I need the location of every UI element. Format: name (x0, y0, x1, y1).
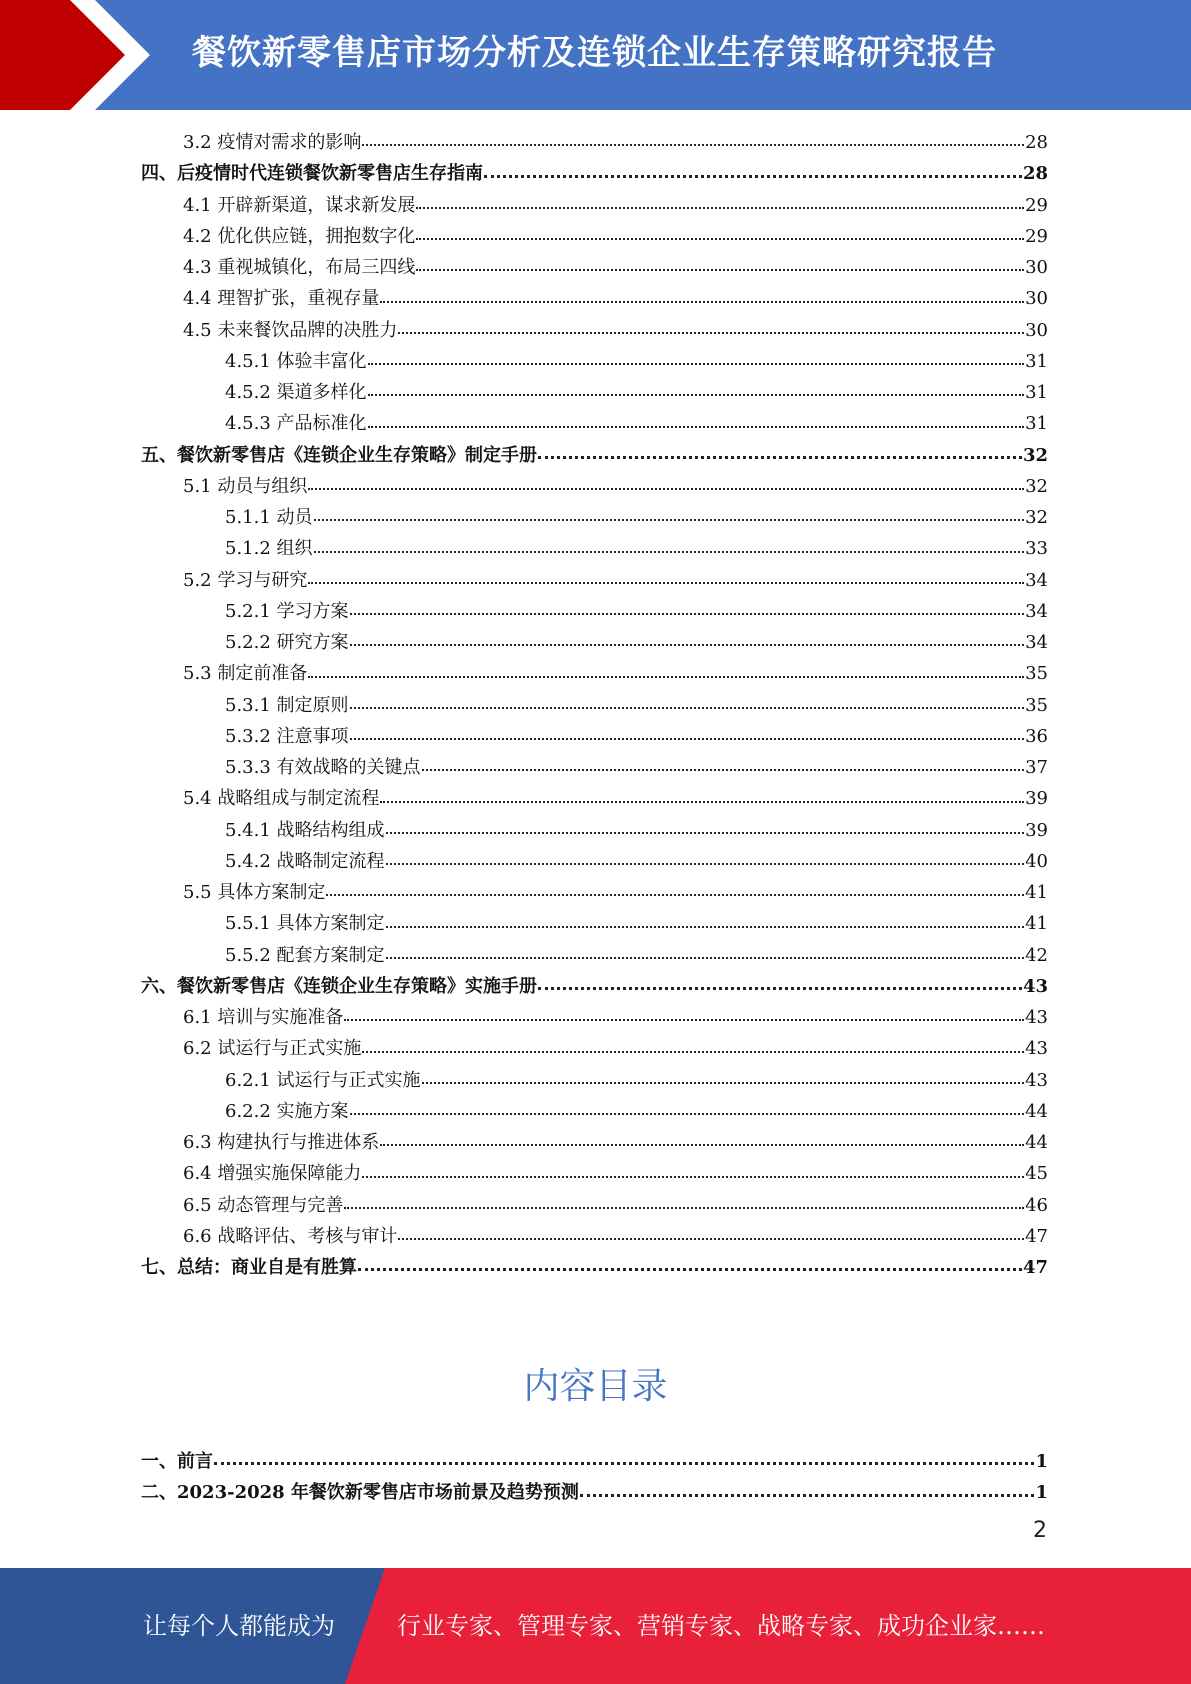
toc-entry[interactable] (141, 877, 1048, 908)
toc-dot-leader (350, 707, 1025, 709)
toc-dot-leader (422, 1082, 1025, 1084)
toc-entry[interactable] (141, 221, 1048, 252)
toc-entry-page: 43 (1025, 1007, 1048, 1028)
toc-entry-title: 6.6 战略评估、考核与审计 (183, 1225, 398, 1247)
toc-dot-leader (484, 175, 1022, 178)
toc-dot-leader (344, 1207, 1024, 1209)
toc-contents (141, 1446, 1048, 1509)
toc-entry-title: 5.5.2 配套方案制定 (225, 944, 385, 966)
toc-entry[interactable] (141, 565, 1048, 596)
footer-slogan-left: 让每个人都能成为 (143, 1612, 335, 1640)
toc-continued (141, 127, 1048, 1283)
toc-entry-page: 34 (1025, 632, 1048, 653)
page-number: 2 (1033, 1518, 1047, 1543)
toc-entry[interactable] (141, 627, 1048, 658)
toc-entry-page: 34 (1025, 600, 1048, 622)
toc-dot-leader (398, 332, 1024, 334)
toc-entry-title: 5.1.2 组织 (225, 538, 313, 560)
toc-entry-title: 6.1 培训与实施准备 (183, 1007, 344, 1028)
toc-entry-page: 28 (1022, 163, 1048, 185)
toc-entry-title: 4.3 重视城镇化，布局三四线 (183, 257, 416, 278)
toc-entry-page: 43 (1025, 1038, 1048, 1060)
toc-entry-title: 4.5.2 渠道多样化 (225, 382, 367, 403)
toc-entry-title: 四、后疫情时代连锁餐饮新零售店生存指南 (141, 163, 483, 185)
toc-entry-page: 29 (1025, 194, 1048, 216)
toc-entry-page: 30 (1025, 288, 1048, 310)
toc-dot-leader (538, 987, 1022, 990)
toc-dot-leader (344, 1019, 1024, 1021)
toc-entry[interactable] (141, 158, 1048, 189)
toc-entry-page: 39 (1025, 788, 1048, 810)
toc-dot-leader (350, 1113, 1025, 1115)
toc-entry-page: 33 (1025, 538, 1048, 560)
toc-entry-title: 5.4 战略组成与制定流程 (183, 788, 380, 810)
toc-entry-title: 5.2.1 学习方案 (225, 600, 349, 622)
toc-entry-title: 一、前言 (141, 1451, 213, 1472)
toc-entry[interactable] (141, 971, 1048, 1002)
toc-entry[interactable] (141, 471, 1048, 502)
toc-entry[interactable] (141, 283, 1048, 314)
toc-entry-page: 32 (1025, 475, 1048, 497)
toc-entry-title: 6.5 动态管理与完善 (183, 1194, 344, 1216)
toc-dot-leader (380, 1144, 1024, 1146)
toc-dot-leader (386, 832, 1025, 834)
toc-entry-page: 32 (1022, 444, 1048, 466)
toc-entry-title: 七、总结：商业自是有胜算 (141, 1257, 357, 1278)
toc-entry-title: 4.2 优化供应链，拥抱数字化 (183, 225, 416, 247)
toc-entry-page: 34 (1025, 569, 1048, 591)
toc-entry[interactable] (141, 346, 1048, 377)
toc-dot-leader (368, 363, 1025, 365)
toc-entry-title: 6.2 试运行与正式实施 (183, 1038, 362, 1060)
toc-entry[interactable] (141, 190, 1048, 221)
toc-entry[interactable] (141, 783, 1048, 814)
toc-entry-page: 41 (1025, 913, 1048, 935)
toc-entry[interactable] (141, 1002, 1048, 1033)
toc-entry-page: 35 (1025, 663, 1048, 685)
toc-entry-title: 5.4.2 战略制定流程 (225, 850, 385, 872)
toc-dot-leader (416, 238, 1024, 240)
toc-entry-page: 1 (1035, 1482, 1048, 1504)
toc-dot-leader (326, 894, 1024, 896)
toc-dot-leader (416, 207, 1024, 209)
toc-dot-leader (580, 1494, 1035, 1497)
toc-entry-page: 39 (1025, 819, 1048, 841)
toc-entry-title: 4.4 理智扩张，重视存量 (183, 288, 380, 310)
toc-entry-page: 32 (1025, 507, 1048, 528)
toc-entry-page: 42 (1025, 944, 1048, 966)
toc-dot-leader (386, 957, 1025, 959)
toc-entry-page: 45 (1025, 1163, 1048, 1185)
toc-dot-leader (538, 456, 1022, 459)
toc-entry[interactable] (141, 1446, 1048, 1477)
toc-entry[interactable] (141, 440, 1048, 471)
toc-dot-leader (398, 1238, 1024, 1240)
toc-entry[interactable] (141, 1190, 1048, 1221)
toc-entry-page: 31 (1025, 413, 1048, 435)
toc-entry-title: 5.3.3 有效战略的关键点 (225, 757, 421, 778)
toc-entry[interactable] (141, 940, 1048, 971)
footer-slogan-right: 行业专家、管理专家、营销专家、战略专家、成功企业家…… (397, 1612, 1045, 1640)
toc-entry-page: 47 (1025, 1225, 1048, 1247)
toc-entry-title: 六、餐饮新零售店《连锁企业生存策略》实施手册 (141, 975, 537, 997)
toc-entry-page: 30 (1025, 257, 1048, 278)
toc-dot-leader (362, 1051, 1024, 1053)
toc-entry[interactable] (141, 658, 1048, 689)
toc-entry-page: 1 (1035, 1451, 1048, 1472)
toc-dot-leader (362, 1176, 1024, 1178)
toc-entry[interactable] (141, 596, 1048, 627)
toc-entry-title: 4.1 开辟新渠道，谋求新发展 (183, 194, 416, 216)
toc-dot-leader (308, 488, 1024, 490)
toc-entry[interactable] (141, 252, 1048, 283)
toc-entry[interactable] (141, 1033, 1048, 1064)
toc-entry-page: 43 (1025, 1069, 1048, 1091)
toc-dot-leader (350, 644, 1025, 646)
toc-dot-leader (214, 1462, 1034, 1465)
toc-dot-leader (386, 863, 1025, 865)
toc-dot-leader (380, 301, 1024, 303)
toc-entry-page: 29 (1025, 225, 1048, 247)
page-header (0, 0, 1191, 110)
toc-entry[interactable] (141, 1096, 1048, 1127)
toc-dot-leader (368, 426, 1025, 428)
toc-entry-title: 4.5.1 体验丰富化 (225, 350, 367, 372)
toc-entry-page: 35 (1025, 694, 1048, 716)
toc-entry-title: 4.5.3 产品标准化 (225, 413, 367, 435)
toc-entry-title: 5.2.2 研究方案 (225, 632, 349, 653)
toc-entry-title: 五、餐饮新零售店《连锁企业生存策略》制定手册 (141, 444, 537, 466)
toc-entry-page: 47 (1022, 1257, 1048, 1278)
toc-dot-leader (314, 519, 1025, 521)
page-footer (0, 1568, 1191, 1684)
toc-entry[interactable] (141, 690, 1048, 721)
section-title: 内容目录 (523, 1366, 668, 1407)
toc-entry-page: 44 (1025, 1132, 1048, 1153)
toc-entry-page: 36 (1025, 725, 1048, 747)
toc-entry-page: 28 (1025, 132, 1048, 153)
toc-entry-title: 4.5 未来餐饮品牌的决胜力 (183, 319, 398, 341)
toc-entry[interactable] (141, 815, 1048, 846)
toc-entry[interactable] (141, 908, 1048, 939)
toc-dot-leader (416, 269, 1024, 271)
toc-dot-leader (362, 144, 1024, 146)
toc-entry-title: 5.3.2 注意事项 (225, 725, 349, 747)
toc-entry-title: 5.1.1 动员 (225, 507, 313, 528)
toc-dot-leader (380, 801, 1024, 803)
toc-entry-title: 5.3.1 制定原则 (225, 694, 349, 716)
toc-entry[interactable] (141, 502, 1048, 533)
toc-entry-page: 41 (1025, 882, 1048, 903)
toc-entry-title: 6.4 增强实施保障能力 (183, 1163, 362, 1185)
toc-entry[interactable] (141, 846, 1048, 877)
toc-entry-page: 46 (1025, 1194, 1048, 1216)
toc-entry-title: 5.1 动员与组织 (183, 475, 308, 497)
toc-entry-page: 30 (1025, 319, 1048, 341)
toc-entry[interactable] (141, 1158, 1048, 1189)
toc-entry-title: 5.2 学习与研究 (183, 569, 308, 591)
toc-entry[interactable] (141, 315, 1048, 346)
toc-entry-title: 6.2.1 试运行与正式实施 (225, 1069, 421, 1091)
toc-entry-page: 40 (1025, 850, 1048, 872)
toc-entry[interactable] (141, 408, 1048, 439)
report-title: 餐饮新零售店市场分析及连锁企业生存策略研究报告 (192, 33, 997, 73)
toc-entry-page: 44 (1025, 1100, 1048, 1122)
toc-entry-page: 31 (1025, 350, 1048, 372)
toc-entry[interactable] (141, 1221, 1048, 1252)
toc-entry[interactable] (141, 127, 1048, 158)
toc-entry-page: 43 (1022, 975, 1048, 997)
toc-entry-title: 5.3 制定前准备 (183, 663, 308, 685)
toc-dot-leader (314, 551, 1025, 553)
toc-entry-title: 二、2023-2028 年餐饮新零售店市场前景及趋势预测 (141, 1482, 579, 1504)
toc-entry-page: 37 (1025, 757, 1048, 778)
toc-dot-leader (308, 676, 1024, 678)
toc-entry[interactable] (141, 533, 1048, 564)
toc-entry[interactable] (141, 721, 1048, 752)
toc-dot-leader (308, 582, 1024, 584)
toc-entry[interactable] (141, 1252, 1048, 1283)
toc-entry[interactable] (141, 1065, 1048, 1096)
toc-entry[interactable] (141, 377, 1048, 408)
toc-dot-leader (422, 769, 1025, 771)
toc-entry-title: 5.5 具体方案制定 (183, 882, 326, 903)
toc-entry[interactable] (141, 752, 1048, 783)
toc-entry-title: 6.2.2 实施方案 (225, 1100, 349, 1122)
toc-entry-title: 5.5.1 具体方案制定 (225, 913, 385, 935)
toc-dot-leader (386, 926, 1025, 928)
toc-entry-title: 6.3 构建执行与推进体系 (183, 1132, 380, 1153)
toc-entry-title: 5.4.1 战略结构组成 (225, 819, 385, 841)
toc-dot-leader (368, 394, 1025, 396)
toc-entry[interactable] (141, 1477, 1048, 1508)
toc-dot-leader (350, 738, 1025, 740)
toc-entry-title: 3.2 疫情对需求的影响 (183, 132, 362, 153)
toc-dot-leader (350, 613, 1025, 615)
toc-entry-page: 31 (1025, 382, 1048, 403)
toc-dot-leader (358, 1268, 1022, 1271)
toc-entry[interactable] (141, 1127, 1048, 1158)
